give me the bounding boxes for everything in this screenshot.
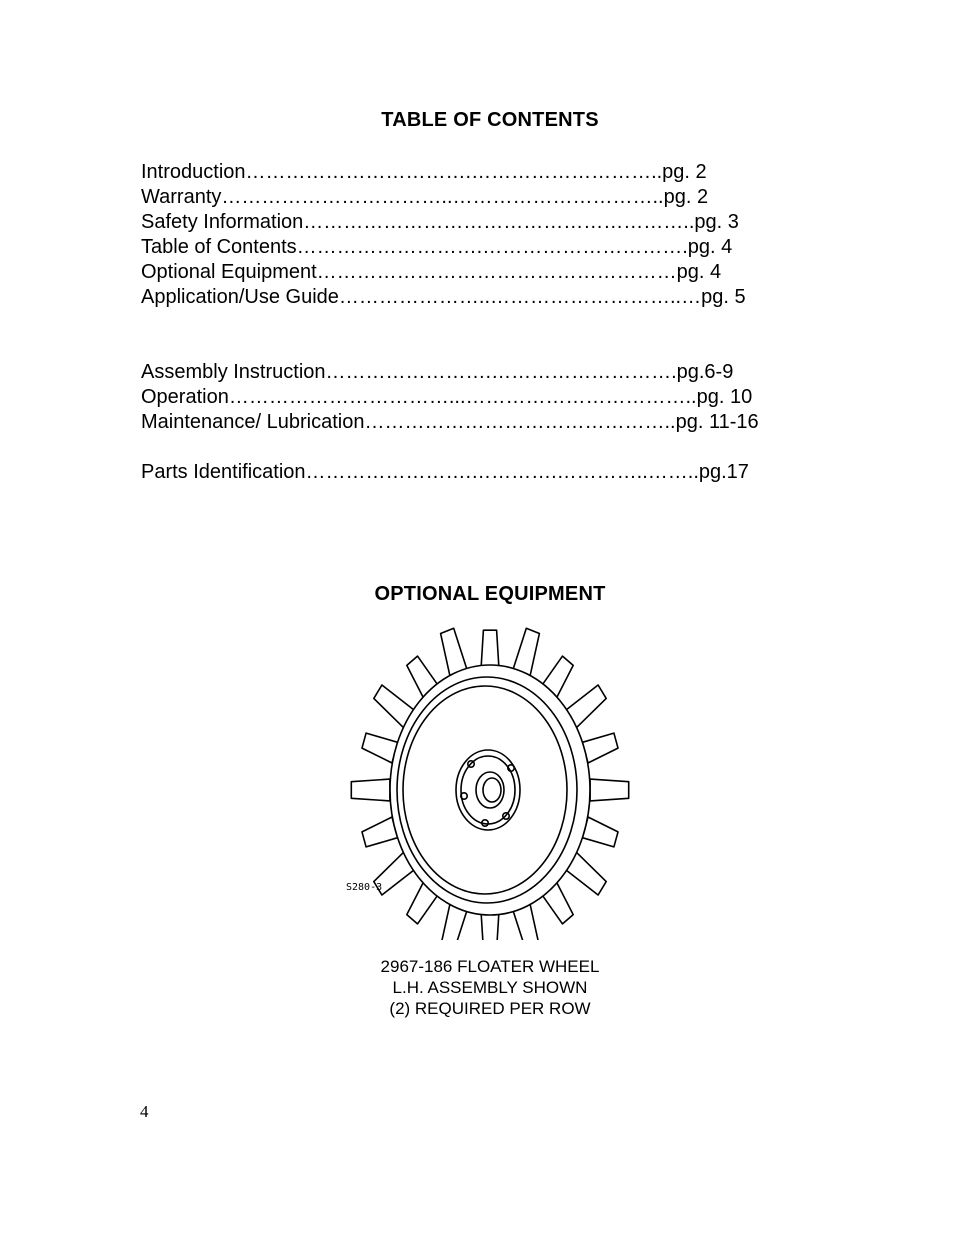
wheel-tooth (590, 779, 629, 801)
caption-line-1: 2967-186 FLOATER WHEEL (380, 957, 600, 976)
toc-group-3 (141, 460, 841, 485)
wheel-tooth (362, 817, 398, 847)
wheel-tooth (351, 779, 390, 801)
toc-entry-optional-equipment[interactable]: Optional Equipment………………………………………………pg. 4 (141, 261, 722, 283)
toc-entry-application-use-guide[interactable]: Application/Use Guide…………………..………………………..…pg. 5 (141, 286, 746, 308)
wheel-tooth (481, 630, 499, 669)
toc-entry-assembly-instruction[interactable]: Assembly Instruction…………………….……………………….pg.6-9 (141, 361, 734, 383)
toc-group-1 (141, 160, 841, 310)
page-number: 4 (140, 1102, 149, 1121)
wheel-tooth (582, 733, 618, 763)
figure-caption (0, 956, 954, 1019)
toc-entry-operation[interactable]: Operation……………………………...……………………………..pg. 10 (141, 386, 753, 408)
toc-group-2 (141, 360, 841, 435)
toc-entry-warranty[interactable]: Warranty……………………………..…………………………..pg. 2 (141, 186, 709, 208)
toc-entry-parts-identification[interactable]: Parts Identification…………………….………….…………..……..pg.17 (141, 461, 749, 483)
optional-equipment-title: OPTIONAL EQUIPMENT (374, 583, 606, 605)
wheel-tooth (362, 733, 398, 763)
toc-entry-introduction[interactable]: Introduction…………………………….………………………..pg. 2 (141, 161, 707, 183)
caption-line-2: L.H. ASSEMBLY SHOWN (392, 978, 588, 997)
floater-wheel-drawing (340, 618, 640, 940)
floater-wheel-figure (340, 618, 640, 940)
toc-title: TABLE OF CONTENTS (381, 109, 599, 131)
toc-entry-maintenance-lubrication[interactable]: Maintenance/ Lubrication………………………………………..pg. 11-16 (141, 411, 759, 433)
toc-entry-table-of-contents[interactable]: Table of Contents……………………….………………………….pg. 4 (141, 236, 733, 258)
figure-label: S280-3 (346, 882, 383, 893)
toc-entry-safety-information[interactable]: Safety Information…………………………………………………..pg. 3 (141, 211, 739, 233)
caption-line-3: (2) REQUIRED PER ROW (389, 999, 591, 1018)
wheel-tooth (582, 817, 618, 847)
